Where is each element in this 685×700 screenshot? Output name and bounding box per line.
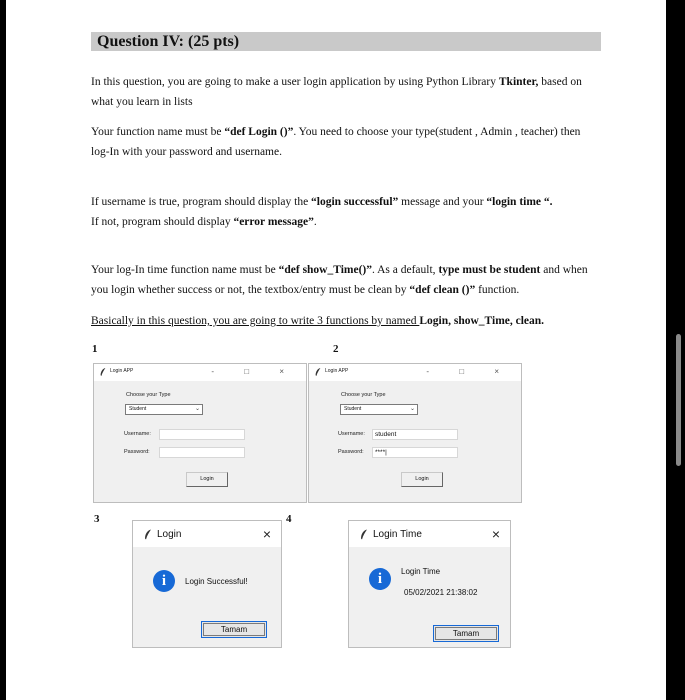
type-combobox-value: Student	[344, 406, 362, 412]
scrollbar-thumb[interactable]	[676, 334, 681, 466]
paragraph-summary: Basically in this question, you are going to write 3 functions by named Login, show_Time, clean.	[91, 315, 545, 327]
paragraph-intro: In this question, you are going to make a user login application by using Python Library Tkinter, based on what you learn in lists	[91, 76, 582, 108]
dialog-time-value: 05/02/2021 21:38:02	[404, 588, 478, 597]
dialog-title: Login	[157, 529, 182, 540]
figure-number-4: 4	[286, 513, 292, 525]
login-window-1	[93, 363, 307, 503]
username-label: Username:	[338, 431, 365, 437]
document-page	[6, 0, 666, 700]
password-entry[interactable]: ****|	[372, 447, 458, 458]
password-label: Password:	[124, 449, 150, 455]
paragraph-function-name: Your function name must be “def Login ()”. You need to choose your type(student , Admin , teacher) then log-In with your password and username.	[91, 126, 581, 158]
info-icon: i	[153, 570, 175, 592]
chevron-down-icon[interactable]: ⌄	[409, 406, 415, 412]
dialog-message: Login Time	[401, 567, 441, 576]
dialog-titlebar	[133, 521, 281, 547]
figure-number-2: 2	[333, 343, 339, 355]
username-entry[interactable]: student	[372, 429, 458, 440]
type-combobox[interactable]	[340, 404, 418, 415]
login-button[interactable]: Login	[186, 472, 228, 487]
window-title: Login APP	[110, 368, 134, 374]
type-combobox[interactable]	[125, 404, 203, 415]
window-controls[interactable]: - □ ×	[211, 367, 298, 376]
type-combobox-value: Student	[129, 406, 147, 412]
feather-icon	[99, 367, 107, 377]
paragraph-username-check: If username is true, program should display the “login successful” message and your “login time “. If not, program should display “error message”.	[91, 196, 553, 228]
type-label: Choose your Type	[126, 392, 171, 398]
login-button[interactable]: Login	[401, 472, 443, 487]
dialog-titlebar	[349, 521, 510, 547]
question-title: Question IV: (25 pts)	[97, 33, 240, 50]
window-titlebar	[94, 364, 306, 381]
ok-button[interactable]: Tamam	[201, 621, 267, 638]
dialog-message: Login Successful!	[185, 577, 248, 586]
feather-icon	[314, 367, 322, 377]
login-window-2	[308, 363, 522, 503]
username-entry[interactable]	[159, 429, 245, 440]
paragraph-show-time: Your log-In time function name must be “def show_Time()”. As a default, type must be student and when you login whether success or not, the textbox/entry must be clean by “def clean ()” function.	[91, 264, 588, 296]
login-time-dialog	[348, 520, 511, 648]
close-icon[interactable]: ×	[262, 526, 271, 542]
info-icon: i	[369, 568, 391, 590]
login-success-dialog	[132, 520, 282, 648]
figure-number-3: 3	[94, 513, 100, 525]
type-label: Choose your Type	[341, 392, 386, 398]
username-label: Username:	[124, 431, 151, 437]
question-header	[91, 32, 601, 51]
password-entry[interactable]	[159, 447, 245, 458]
feather-icon	[143, 528, 153, 541]
dialog-title: Login Time	[373, 529, 422, 540]
chevron-down-icon[interactable]: ⌄	[194, 406, 200, 412]
window-controls[interactable]: - □ ×	[426, 367, 513, 376]
window-titlebar	[309, 364, 521, 381]
figure-number-1: 1	[92, 343, 98, 355]
feather-icon	[359, 528, 369, 541]
window-title: Login APP	[325, 368, 349, 374]
close-icon[interactable]: ×	[491, 526, 500, 542]
ok-button[interactable]: Tamam	[433, 625, 499, 642]
password-label: Password:	[338, 449, 364, 455]
